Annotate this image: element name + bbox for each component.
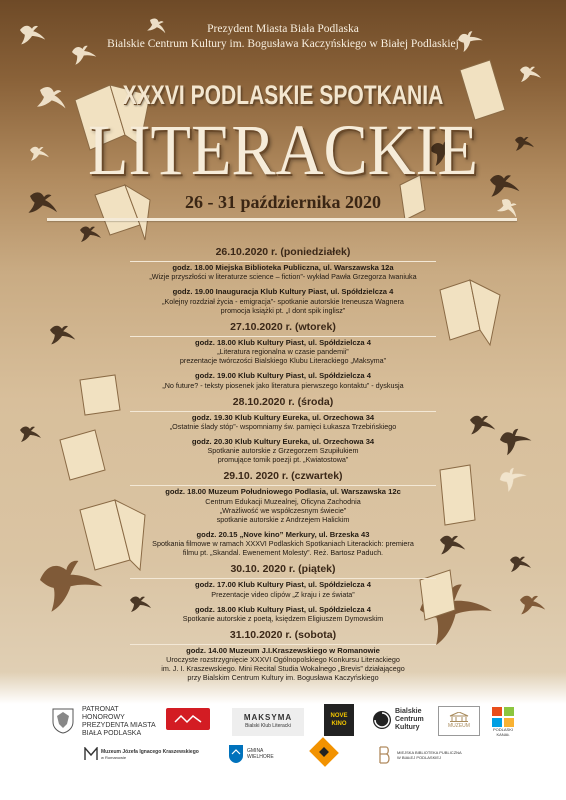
event-item <box>130 287 436 314</box>
event-description: „Literatura regionalna w czasie pandemii” <box>217 347 349 357</box>
event-header: godz. 18.00 Klub Kultury Piast, ul. Spółdzielcza 4 <box>195 337 371 347</box>
day-heading: 30.10. 2020 r. (piątek) <box>230 563 336 576</box>
day-divider <box>130 485 436 486</box>
honorary-patronage-text: PATRONAT HONOROWY PREZYDENTA MIASTA BIAŁA PODLASKA <box>82 706 156 737</box>
event-header: godz. 19.30 Klub Kultury Eureka, ul. Orzechowa 34 <box>191 412 375 422</box>
event-item <box>130 263 436 281</box>
event-description: przy Bialskim Centrum Kultury im. Bogusława Kaczyńskiego <box>187 673 379 683</box>
event-item <box>130 530 436 557</box>
day-heading: 26.10.2020 r. (poniedziałek) <box>215 246 351 258</box>
brand-mark-icon <box>173 714 203 724</box>
event-header: godz. 20.30 Klub Kultury Eureka, ul. Orzechowa 34 <box>191 437 375 447</box>
day-divider <box>130 411 436 412</box>
event-item <box>130 413 436 431</box>
event-item <box>130 437 436 464</box>
event-description: „Kolejny rozdział życia - emigracja”- spotkanie autorskie Ireneusza Wagnera <box>162 296 404 306</box>
event-header: godz. 19.00 Inauguracja Klub Kultury Piast, ul. Spółdzielcza 4 <box>172 287 394 297</box>
event-description: „Ostatnie ślady stóp”- wspomniamy św. pamięci Łukasza Trzebińskiego <box>169 422 397 432</box>
museum-icon <box>449 712 469 722</box>
organizer-line-2: Bialskie Centrum Kultury im. Bogusława Kaczyńskiego w Białej Podlaskiej <box>107 38 459 50</box>
day-divider <box>130 336 436 337</box>
event-title-line-2: LITERACKIE <box>87 110 478 190</box>
event-description: Centrum Edukacji Muzealnej, Oficyna Zachodnia <box>205 496 361 506</box>
nove-kino-logo: NOVE KINO <box>324 704 354 736</box>
event-header: godz. 18.00 Klub Kultury Piast, ul. Spółdzielcza 4 <box>195 604 371 614</box>
event-description: Prezentacje video clipów „Z kraju i ze świata” <box>211 589 355 599</box>
event-header: godz. 14.00 Muzeum J.I.Kraszewskiego w Romanowie <box>186 646 380 656</box>
maksyma-logo: MAKSYMA Bialski Klub Literacki <box>232 708 304 736</box>
emblem-icon <box>317 745 331 759</box>
day-divider <box>130 644 436 645</box>
event-item <box>130 338 436 365</box>
shield-icon <box>228 744 244 764</box>
spiral-icon <box>372 710 392 730</box>
mbp-logo: MIEJSKA BIBLIOTEKA PUBLICZNA W BIAŁEJ PODLASKIEJ <box>378 744 488 766</box>
bp-monogram-icon <box>378 746 394 764</box>
event-item <box>130 487 436 523</box>
header-divider <box>47 218 517 221</box>
monogram-icon <box>84 747 98 761</box>
event-description: filmu pt. „Skandal. Ewenement Molesty”. Reż. Bartosz Paduch. <box>182 548 384 558</box>
program-day <box>130 321 436 390</box>
event-description: „Wrażliwość we współczesnym świecie” <box>219 505 347 515</box>
event-description: promujące tomik poezji pt. „Kwiatostowa” <box>217 455 349 465</box>
program-day <box>130 563 436 623</box>
event-description: im. J. I. Kraszewskiego. Mini Recital Studia Wokalnego „Brevis” działającego <box>161 664 405 674</box>
header <box>0 22 566 52</box>
pkk-mark-icon <box>492 707 514 727</box>
event-description: Spotkanie autorskie z poetą, księdzem Eligiuszem Dymowskim <box>182 614 384 624</box>
event-item <box>130 605 436 623</box>
event-dates: 26 - 31 października 2020 <box>185 192 381 212</box>
podlaski-kanal-logo: PODLASKI KANAŁ <box>487 704 519 740</box>
event-description: prezentacje twórczości Bialskiego Klubu Literackiego „Maksyma” <box>179 356 387 366</box>
day-heading: 29.10. 2020 r. (czwartek) <box>223 470 343 483</box>
event-item <box>130 646 436 682</box>
event-description: promocja książki pt. „I dont spik inglisz” <box>220 305 346 315</box>
organizer-line-1: Prezydent Miasta Biała Podlaska <box>207 23 359 35</box>
coat-of-arms-icon <box>52 708 74 734</box>
muzeum-logo: MUZEUM <box>438 706 480 736</box>
red-logo <box>166 708 210 730</box>
gmina-logo: GMINA WIELHORE <box>228 742 288 766</box>
event-item <box>130 371 436 389</box>
event-header: godz. 19.00 Klub Kultury Piast, ul. Spółdzielcza 4 <box>195 371 371 381</box>
event-description: spotkanie autorskie z Andrzejem Halickim <box>216 514 350 524</box>
event-header: godz. 18.00 Muzeum Południowego Podlasia, ul. Warszawska 12c <box>165 487 401 497</box>
program-day <box>130 629 436 682</box>
event-description: „No future? - teksty piosenek jako literatura pierwszego kontaktu” - dyskusja <box>162 380 404 390</box>
event-header: godz. 20.15 „Nove kino” Merkury, ul. Brzeska 43 <box>196 529 370 539</box>
event-item <box>130 580 436 598</box>
program-day <box>130 246 436 315</box>
day-divider <box>130 261 436 262</box>
event-description: Spotkania filmowe w ramach XXXVI Podlaskich Spotkaniach Literackich: premiera <box>152 539 414 549</box>
event-description: Uroczyste rozstrzygnięcie XXXVI Ogólnopolskiego Konkursu Literackiego <box>166 655 400 665</box>
day-heading: 31.10.2020 r. (sobota) <box>229 629 337 642</box>
program-day <box>130 396 436 465</box>
event-title-line-1: XXXVI PODLASKIE SPOTKANIA <box>122 80 444 110</box>
museum-kraszewski-logo: Muzeum Józefa Ignacego Kraszewskiego w Romanowie <box>84 744 202 764</box>
day-divider <box>130 578 436 579</box>
event-description: „Wizje przyszłości w literaturze science – fiction”- wykład Pawła Grzegorza Iwaniuka <box>149 272 417 282</box>
day-heading: 28.10.2020 r. (środa) <box>232 395 334 408</box>
event-description: Spotkanie autorskie z Grzegorzem Szupiłukiem <box>207 446 359 456</box>
orange-logo <box>309 737 339 767</box>
program-schedule <box>130 246 436 688</box>
bck-logo: Bialskie Centrum Kultury <box>372 704 432 736</box>
city-coat-of-arms-logo <box>52 708 74 734</box>
sponsor-logos <box>0 694 566 800</box>
event-header: godz. 17.00 Klub Kultury Piast, ul. Spółdzielcza 4 <box>195 580 371 590</box>
program-day <box>130 470 436 557</box>
day-heading: 27.10.2020 r. (wtorek) <box>230 320 336 333</box>
event-header: godz. 18.00 Miejska Biblioteka Publiczna, ul. Warszawska 12a <box>172 263 394 272</box>
